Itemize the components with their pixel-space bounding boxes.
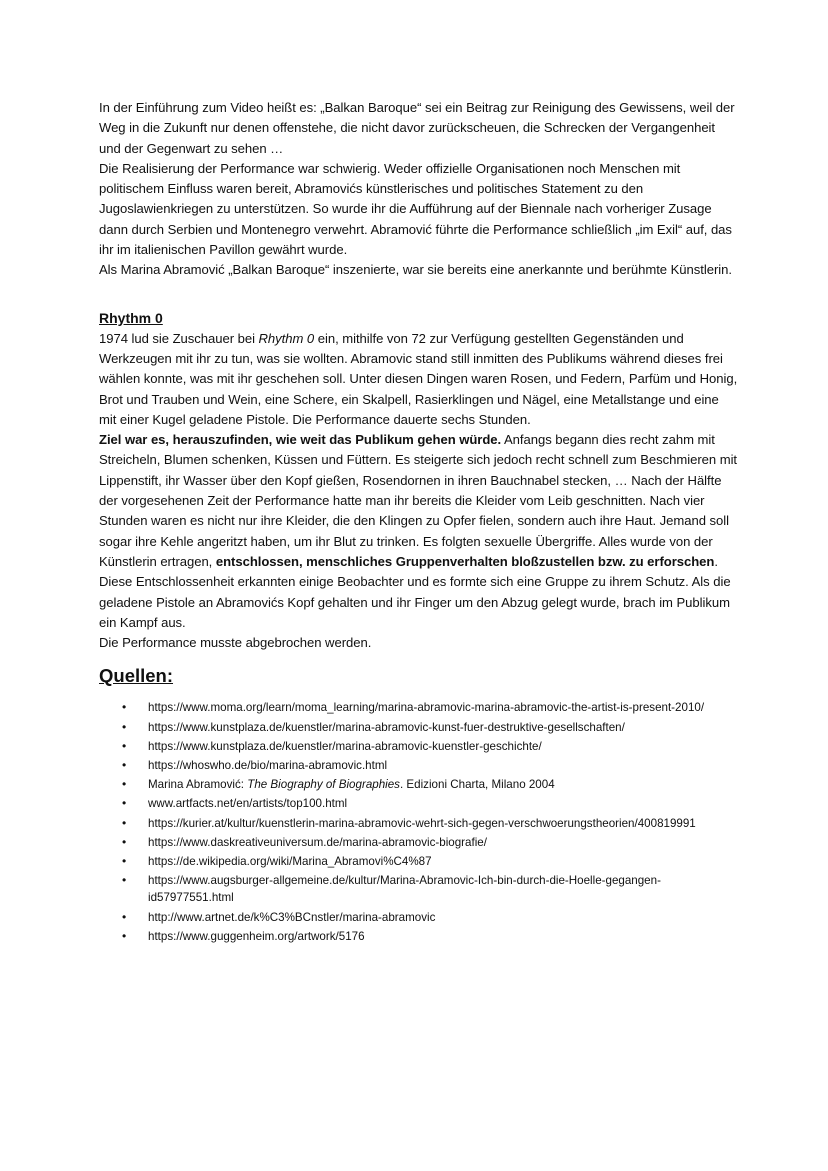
bullet-icon: • bbox=[122, 777, 127, 792]
source-item bbox=[99, 719, 739, 736]
bullet-icon: • bbox=[122, 758, 127, 773]
rhythm-paragraph-2 bbox=[99, 430, 739, 633]
source-item bbox=[99, 834, 739, 851]
bullet-icon: • bbox=[122, 909, 127, 924]
source-link[interactable]: https://www.augsburger-allgemeine.de/kultur/Marina-Abramovic-Ich-bin-durch-die-Hoelle-gegangen-id57977551.html bbox=[148, 874, 661, 905]
source-link[interactable]: https://www.daskreativeuniversum.de/marina-abramovic-biografie/ bbox=[148, 835, 487, 849]
intro-paragraph-3: Als Marina Abramović „Balkan Baroque“ inszenierte, war sie bereits eine anerkannte und berühmte Künstlerin. bbox=[99, 262, 732, 278]
source-link[interactable]: https://de.wikipedia.org/wiki/Marina_Abramovi%C4%87 bbox=[148, 855, 432, 869]
source-link[interactable]: https://www.kunstplaza.de/kuenstler/marina-abramovic-kuenstler-geschichte/ bbox=[148, 739, 542, 753]
bullet-icon: • bbox=[122, 834, 127, 849]
rhythm-p2-bold-goal: Ziel war es, herauszufinden, wie weit das Publikum gehen würde. bbox=[99, 432, 502, 448]
rhythm-p2-bold-resolve: entschlossen, menschliches Gruppenverhalten bloßzustellen bzw. zu erforschen bbox=[215, 553, 715, 569]
bullet-icon: • bbox=[122, 719, 127, 734]
source-link[interactable]: https://www.guggenheim.org/artwork/5176 bbox=[148, 929, 365, 943]
page-content bbox=[99, 98, 739, 947]
source-item bbox=[99, 795, 739, 812]
source-link[interactable]: https://kurier.at/kultur/kuenstlerin-marina-abramovic-wehrt-sich-gegen-verschwoerungstheorien/400819991 bbox=[148, 816, 696, 830]
source-item bbox=[99, 699, 739, 716]
intro-paragraph-1: In der Einführung zum Video heißt es: „Balkan Baroque“ sei ein Beitrag zur Reinigung des Gewissens, weil der Weg in die Zukunft nur denen offenstehe, die nicht davor zurückscheuen, die Schrecken der Vergangenheit und der Gegenwart zu sehen … bbox=[99, 100, 735, 156]
source-item bbox=[99, 815, 739, 832]
section-heading-rhythm-0: Rhythm 0 bbox=[99, 309, 163, 326]
rhythm-paragraph-3: Die Performance musste abgebrochen werden. bbox=[99, 635, 372, 651]
source-item bbox=[99, 909, 739, 926]
rhythm-p2-text-a: Anfangs begann dies recht zahm mit Streicheln, Blumen schenken, Küssen und Füttern. Es steigerte sich jedoch recht schnell zum Beschmieren mit Lippenstift, ihr Wasser über den Kopf gießen, Rosendornen in ihren Bauchnabel stecken, … Nach der Hälfte der vorgesehenen Zeit der Performance hatte man ihr bereits die Kleider vom Leib geschnitten. Nach vier Stunden waren es nicht nur ihre Kleider, die den Klingen zu Opfer fielen, sondern auch ihre Haut. Jemand soll sogar ihre Kehle angeritzt haben, um ihr Blut zu trinken. Es folgten sexuelle Übergriffe. Alles wurde von der Künstlerin ertragen, bbox=[99, 432, 738, 569]
source-item bbox=[99, 757, 739, 774]
bullet-icon: • bbox=[122, 928, 127, 943]
source-link[interactable]: www.artfacts.net/en/artists/top100.html bbox=[148, 797, 348, 811]
section-heading-sources: Quellen: bbox=[99, 665, 174, 687]
rhythm-paragraph-1 bbox=[99, 329, 739, 430]
bullet-icon: • bbox=[122, 815, 127, 830]
source-item-book bbox=[99, 776, 739, 793]
source-link[interactable]: https://www.moma.org/learn/moma_learning/marina-abramovic-marina-abramovic-the-artist-is-present-2010/ bbox=[148, 701, 705, 715]
bullet-icon: • bbox=[122, 854, 127, 869]
source-link[interactable]: https://www.kunstplaza.de/kuenstler/marina-abramovic-kunst-fuer-destruktive-gesellschaften/ bbox=[148, 720, 625, 734]
source-item bbox=[99, 872, 739, 906]
rhythm-p1-work-title: Rhythm 0 bbox=[258, 330, 315, 346]
bullet-icon: • bbox=[122, 796, 127, 811]
rhythm-p1-text-b: ein, mithilfe von 72 zur Verfügung gestellten Gegenständen und Werkzeugen mit ihr zu tun, was sie wollten. Abramovic stand still inmitten des Publikums während dieses frei wählen konnte, was mit ihr geschehen soll. Unter diesen Dingen waren Rosen, und Federn, Parfüm und Honig, Brot und Trauben und Wein, eine Schere, ein Skalpell, Rasierklingen und Nägel, eine Metallstange und eine mit einer Kugel geladene Pistole. Die Performance dauerte sechs Stunden. bbox=[99, 330, 738, 427]
book-author: Marina Abramović: bbox=[148, 778, 248, 792]
source-item bbox=[99, 928, 739, 945]
rhythm-p2-text-b: . Diese Entschlossenheit erkannten einige Beobachter und es formte sich eine Gruppe zu ihrem Schutz. Als die geladene Pistole an Abramovićs Kopf gehalten und ihr Finger um den Abzug gelegt wurde, brach im Publikum ein Kampf aus. bbox=[99, 553, 731, 630]
source-item bbox=[99, 738, 739, 755]
bullet-icon: • bbox=[122, 700, 127, 715]
sources-list bbox=[99, 699, 739, 945]
book-title: The Biography of Biographies bbox=[247, 778, 400, 792]
rhythm-p1-text-a: 1974 lud sie Zuschauer bei bbox=[99, 330, 259, 346]
bullet-icon: • bbox=[122, 873, 127, 888]
book-publisher: . Edizioni Charta, Milano 2004 bbox=[399, 778, 555, 792]
source-link[interactable]: http://www.artnet.de/k%C3%BCnstler/marina-abramovic bbox=[148, 910, 436, 924]
bullet-icon: • bbox=[122, 738, 127, 753]
source-link[interactable]: https://whoswho.de/bio/marina-abramovic.html bbox=[148, 759, 388, 773]
source-item bbox=[99, 853, 739, 870]
intro-paragraph-2: Die Realisierung der Performance war schwierig. Weder offizielle Organisationen noch Menschen mit politischem Einfluss waren bereit, Abramovićs künstlerisches und politisches Statement zu den Jugoslawienkriegen zu unterstützen. So wurde ihr die Aufführung auf der Biennale nach vorheriger Zusage dann durch Serbien und Montenegro verwehrt. Abramović führte die Performance schließlich „im Exil“ auf, das ihr im italienischen Pavillon gewährt wurde. bbox=[99, 160, 732, 258]
